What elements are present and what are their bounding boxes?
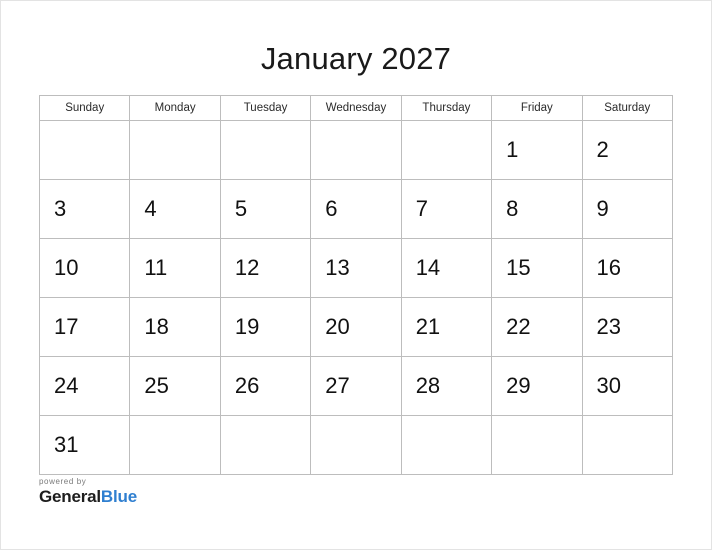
day-cell	[311, 121, 401, 180]
weekday-header-wednesday: Wednesday	[311, 96, 401, 121]
day-cell: 30	[582, 357, 672, 416]
day-cell: 25	[130, 357, 220, 416]
day-cell: 19	[220, 298, 310, 357]
calendar-week-row	[40, 416, 673, 475]
calendar-container	[39, 95, 673, 475]
day-cell: 3	[40, 180, 130, 239]
day-cell: 20	[311, 298, 401, 357]
day-cell: 7	[401, 180, 491, 239]
weekday-header-sunday: Sunday	[40, 96, 130, 121]
day-cell: 29	[492, 357, 582, 416]
brand-name-blue: Blue	[100, 487, 137, 507]
day-cell: 1	[492, 121, 582, 180]
calendar-week-row	[40, 239, 673, 298]
day-cell: 12	[220, 239, 310, 298]
day-cell: 9	[582, 180, 672, 239]
day-cell: 21	[401, 298, 491, 357]
day-cell: 24	[40, 357, 130, 416]
brand-name-general: General	[39, 487, 101, 507]
calendar-week-row	[40, 121, 673, 180]
brand-logo[interactable]	[39, 488, 137, 507]
day-cell	[401, 121, 491, 180]
day-cell: 13	[311, 239, 401, 298]
weekday-header-tuesday: Tuesday	[220, 96, 310, 121]
day-cell: 22	[492, 298, 582, 357]
day-cell	[492, 416, 582, 475]
weekday-header-thursday: Thursday	[401, 96, 491, 121]
day-cell: 17	[40, 298, 130, 357]
day-cell	[40, 121, 130, 180]
day-cell: 26	[220, 357, 310, 416]
calendar-week-row	[40, 298, 673, 357]
day-cell: 11	[130, 239, 220, 298]
page-title: January 2027	[260, 41, 452, 76]
day-cell	[401, 416, 491, 475]
day-cell: 2	[582, 121, 672, 180]
weekday-header-friday: Friday	[492, 96, 582, 121]
weekday-header-saturday: Saturday	[582, 96, 672, 121]
day-cell: 10	[40, 239, 130, 298]
day-cell	[130, 121, 220, 180]
day-cell: 14	[401, 239, 491, 298]
day-cell: 31	[40, 416, 130, 475]
day-cell: 4	[130, 180, 220, 239]
month-calendar-table	[39, 95, 673, 475]
day-cell	[311, 416, 401, 475]
day-cell	[220, 416, 310, 475]
calendar-week-row	[40, 180, 673, 239]
day-cell	[582, 416, 672, 475]
footer-branding	[39, 478, 137, 507]
powered-by-label: powered by	[39, 476, 87, 486]
calendar-week-row	[40, 357, 673, 416]
day-cell: 8	[492, 180, 582, 239]
day-cell: 23	[582, 298, 672, 357]
day-cell: 28	[401, 357, 491, 416]
weekday-header-monday: Monday	[130, 96, 220, 121]
day-cell: 15	[492, 239, 582, 298]
day-cell: 6	[311, 180, 401, 239]
day-cell: 16	[582, 239, 672, 298]
day-cell: 18	[130, 298, 220, 357]
weekday-header-row	[40, 96, 673, 121]
day-cell: 5	[220, 180, 310, 239]
day-cell	[130, 416, 220, 475]
day-cell: 27	[311, 357, 401, 416]
day-cell	[220, 121, 310, 180]
